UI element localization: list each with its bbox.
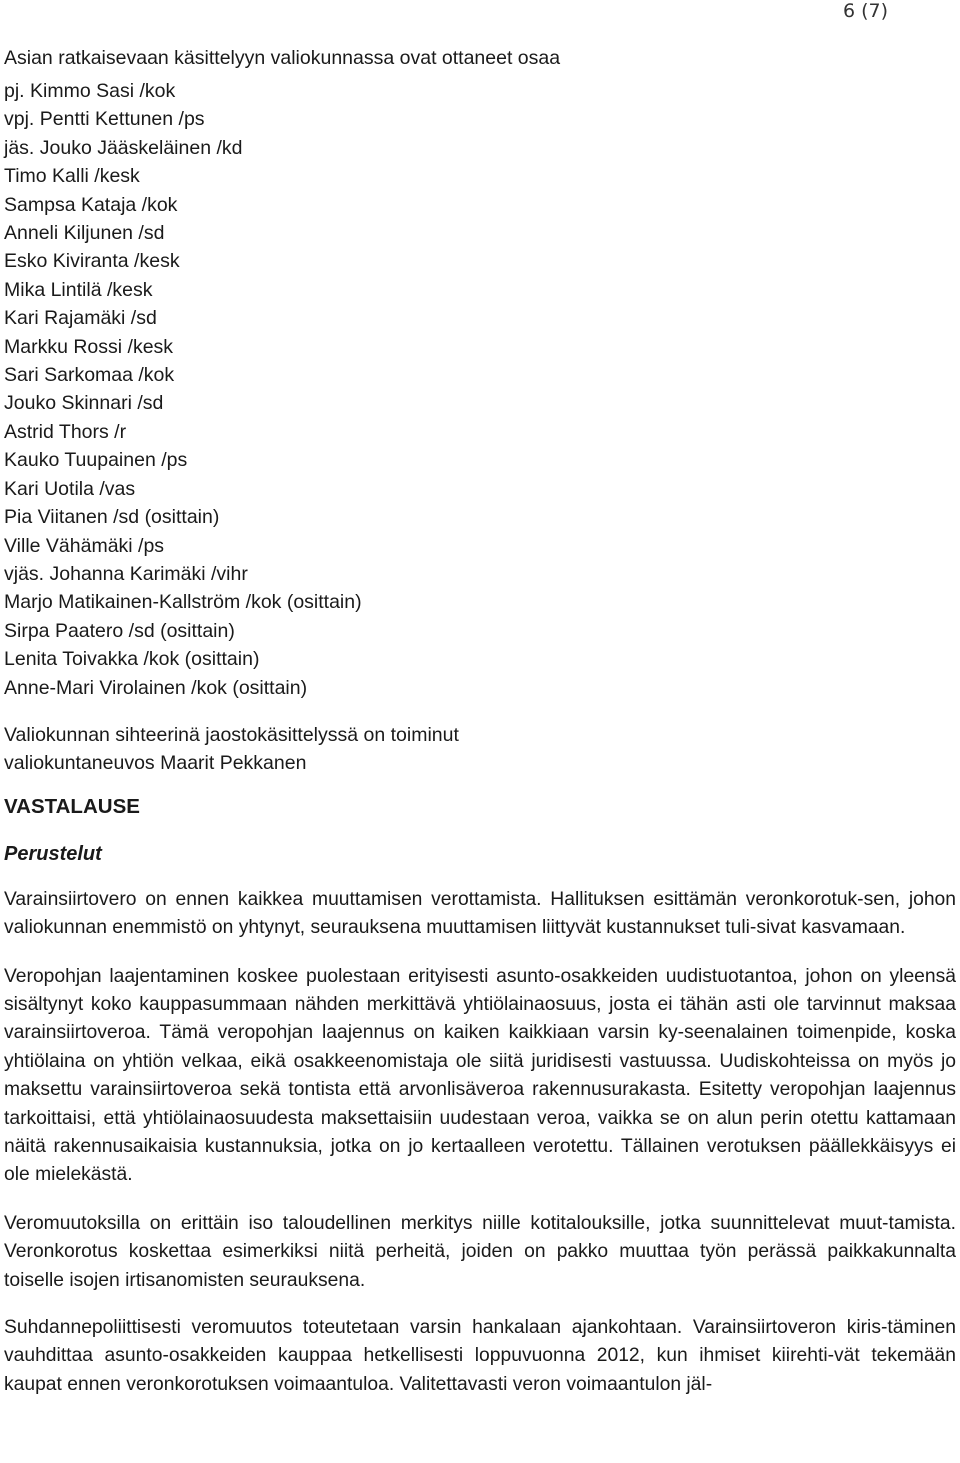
member-list xyxy=(4,77,956,702)
list-item: Markku Rossi /kesk xyxy=(4,335,174,358)
list-item: Timo Kalli /kesk xyxy=(4,165,140,188)
list-item: Lenita Toivakka /kok (osittain) xyxy=(4,648,260,671)
list-item: Sirpa Paatero /sd (osittain) xyxy=(4,619,235,642)
secretary-line-1: Valiokunnan sihteerinä jaostokäsittelyssä on toiminut xyxy=(4,723,459,746)
list-item: Marjo Matikainen-Kallström /kok (osittain) xyxy=(4,591,362,614)
statement-heading: VASTALAUSE xyxy=(4,794,140,818)
participants-intro: Asian ratkaisevaan käsittelyyn valiokunnassa ovat ottaneet osaa xyxy=(4,47,561,69)
list-item: vjäs. Johanna Karimäki /vihr xyxy=(4,562,248,585)
list-item: pj. Kimmo Sasi /kok xyxy=(4,80,176,102)
list-item: Kauko Tuupainen /ps xyxy=(4,449,188,472)
secretary-note xyxy=(4,721,956,778)
list-item: Anneli Kiljunen /sd xyxy=(4,222,165,245)
statement-paragraph: Veromuutoksilla on erittäin iso taloudellinen merkitys niille kotitalouksille, jotka suunnittelevat muut-tamista. Veronkorotus koskettaa esimerkiksi niitä perheitä, joiden on pakko muuttaa työn perässä paikkakunnalta toiselle isojen irtisanomisten seurauksena. xyxy=(4,1212,956,1291)
list-item: Sari Sarkomaa /kok xyxy=(4,364,175,387)
list-item: Kari Uotila /vas xyxy=(4,477,136,500)
statement-subheading: Perustelut xyxy=(4,842,102,865)
list-item: Pia Viitanen /sd (osittain) xyxy=(4,506,220,529)
list-item: Esko Kiviranta /kesk xyxy=(4,250,180,273)
statement-paragraph: Suhdannepoliittisesti veromuutos toteutetaan varsin hankalaan ajankohtaan. Varainsiirtoveron kiris-täminen vauhdittaa asunto-osakkeiden kauppaa hetkellisesti loppuvuonna 2012, kun ihmiset kiirehti-vät tekemään kaupat ennen veronkorotuksen voimaantuloa. Valitettavasti veron voimaantulon jäl- xyxy=(4,1317,956,1395)
list-item: Sampsa Kataja /kok xyxy=(4,193,178,216)
list-item: Kari Rajamäki /sd xyxy=(4,307,157,330)
list-item: jäs. Jouko Jääskeläinen /kd xyxy=(4,136,243,159)
page-number: 6 (7) xyxy=(843,0,889,22)
statement-paragraph: Veropohjan laajentaminen koskee puolestaan erityisesti asunto-osakkeiden uudistuotantoa, johon on yleensä sisältynyt koko kauppasummaan nähden merkittävä yhtiölainaosuus, josta ei tähän asti ole tarvinnut maksaa varainsiirtoveroa. Tämä veropohjan laajennus on kaiken kaikkiaan varsin ky-seenalainen toimenpide, koska yhtiölaina on yhtiön velkaa, eikä osakkeenomistaja ole siitä juridisesti vastuussa. Uudiskohteissa on myös jo maksettu varainsiirtoveroa sekä tontista että arvonlisäveroa rakennusurakasta. Esitetty veropohjan laajennus tarkoittaisi, että yhtiölainaosuudesta maksettaisiin uudestaan veroa, vaikka se on alun perin otettu kattamaan näitä rakennusaikaisia kustannuksia, jotka on jo kertaalleen verotettu. Tällainen verotuksen päällekkäisyys ei ole mielekästä. xyxy=(4,965,956,1186)
secretary-line-2: valiokuntaneuvos Maarit Pekkanen xyxy=(4,752,307,775)
list-item: Ville Vähämäki /ps xyxy=(4,534,165,557)
list-item: Astrid Thors /r xyxy=(4,420,127,443)
list-item: Mika Lintilä /kesk xyxy=(4,278,153,301)
document-body xyxy=(4,44,956,1399)
list-item: Jouko Skinnari /sd xyxy=(4,392,164,415)
statement-paragraph: Varainsiirtovero on ennen kaikkea muuttamisen verottamista. Hallituksen esittämän veronkorotuk-sen, johon valiokunnan enemmistö on yhtynyt, seurauksena muuttamisen liittyvät kustannukset tuli-sivat kasvamaan. xyxy=(4,888,956,939)
list-item: vpj. Pentti Kettunen /ps xyxy=(4,108,205,131)
list-item: Anne-Mari Virolainen /kok (osittain) xyxy=(4,676,308,699)
